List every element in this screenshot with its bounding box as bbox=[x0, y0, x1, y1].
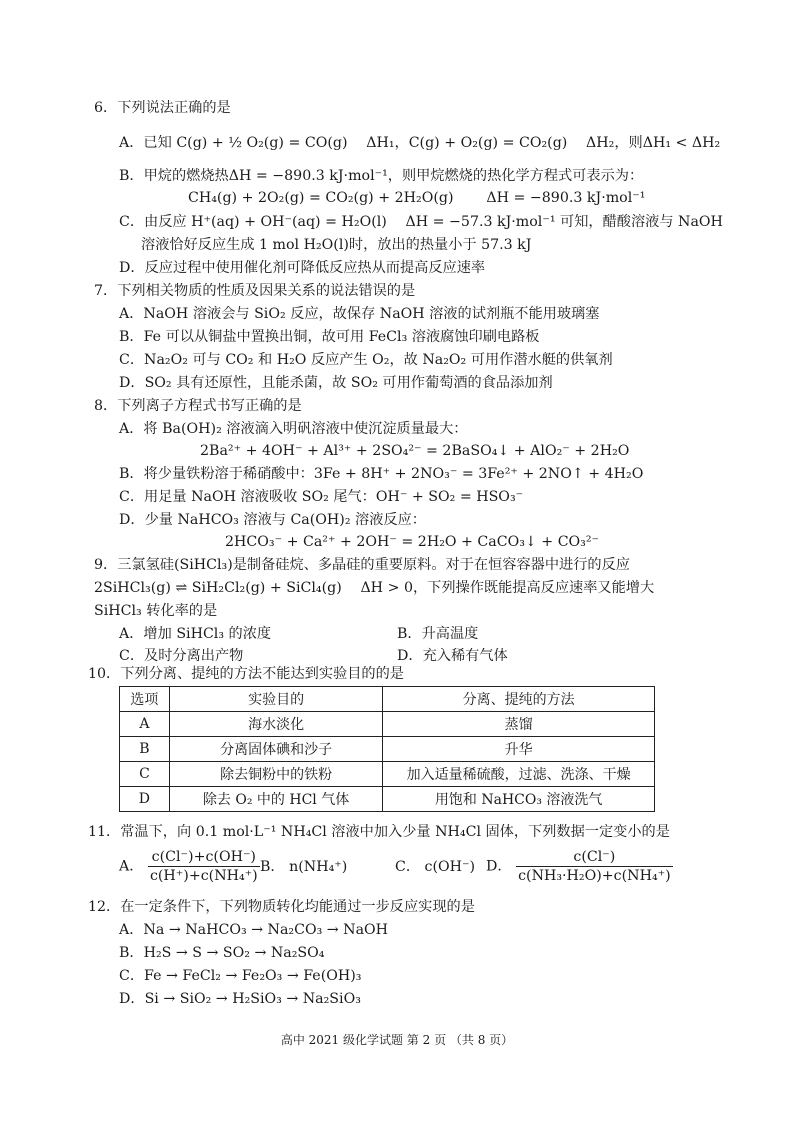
q8-option-d-line2: 2HCO₃⁻ + Ca²⁺ + 2OH⁻ = 2H₂O + CaCO₃↓ + CO₃²⁻ bbox=[225, 534, 600, 550]
q12-option-c: C．Fe → FeCl₂ → Fe₂O₃ → Fe(OH)₃ bbox=[119, 968, 362, 984]
q7-stem: 7．下列相关物质的性质及因果关系的说法错误的是 bbox=[94, 283, 416, 299]
q7-option-a: A．NaOH 溶液会与 SiO₂ 反应，故保存 NaOH 溶液的试剂瓶不能用玻璃塞 bbox=[119, 306, 600, 322]
q8-option-a-line1: A．将 Ba(OH)₂ 溶液滴入明矾溶液中使沉淀质量最大： bbox=[119, 421, 468, 437]
fraction-numerator: c(Cl⁻) bbox=[516, 848, 673, 867]
q6-option-b-line1: B．甲烷的燃烧热ΔH = −890.3 kJ·mol⁻¹，则甲烷燃烧的热化学方程式可表示为： bbox=[119, 168, 644, 184]
table-cell: 除去铜粉中的铁粉 bbox=[169, 762, 383, 787]
q9-option-d: D．充入稀有气体 bbox=[397, 648, 508, 664]
table-cell: 蒸馏 bbox=[383, 712, 655, 737]
q11-option-b: B． n(NH₄⁺) bbox=[260, 859, 348, 875]
q7-option-c: C．Na₂O₂ 可与 CO₂ 和 H₂O 反应产生 O₂，故 Na₂O₂ 可用作潜水艇的供氧剂 bbox=[119, 352, 613, 368]
q8-stem: 8．下列离子方程式书写正确的是 bbox=[94, 398, 302, 414]
table-row bbox=[120, 737, 655, 762]
q12-option-b: B．H₂S → S → SO₂ → Na₂SO₄ bbox=[119, 945, 325, 961]
q11-option-d-fraction bbox=[516, 848, 673, 885]
q12-stem: 12．在一定条件下，下列物质转化均能通过一步反应实现的是 bbox=[88, 899, 475, 915]
table-header: 分离、提纯的方法 bbox=[383, 687, 655, 712]
q11-option-a-fraction bbox=[148, 848, 260, 885]
table-cell: 加入适量稀硫酸，过滤、洗涤、干燥 bbox=[383, 762, 655, 787]
q11-option-a bbox=[119, 848, 260, 885]
table-row bbox=[120, 787, 655, 812]
q8-option-c: C．用足量 NaOH 溶液吸收 SO₂ 尾气：OH⁻ + SO₂ = HSO₃⁻ bbox=[119, 489, 524, 505]
q12-option-d: D．Si → SiO₂ → H₂SiO₃ → Na₂SiO₃ bbox=[119, 991, 361, 1007]
table-row bbox=[120, 762, 655, 787]
table-cell: A bbox=[120, 712, 170, 737]
q7-option-b: B．Fe 可以从铜盐中置换出铜，故可用 FeCl₃ 溶液腐蚀印刷电路板 bbox=[119, 329, 540, 345]
q9-option-b: B．升高温度 bbox=[397, 626, 479, 642]
table-header: 实验目的 bbox=[169, 687, 383, 712]
q6-option-c-line1: C．由反应 H⁺(aq) + OH⁻(aq) = H₂O(l) ΔH = −57.3 kJ·mol⁻¹ 可知，醋酸溶液与 NaOH bbox=[119, 214, 723, 230]
q8-option-b: B．将少量铁粉溶于稀硝酸中：3Fe + 8H⁺ + 2NO₃⁻ = 3Fe²⁺ + 2NO↑ + 4H₂O bbox=[119, 466, 644, 482]
q12-option-a: A．Na → NaHCO₃ → Na₂CO₃ → NaOH bbox=[119, 922, 389, 938]
q6-stem: 6．下列说法正确的是 bbox=[94, 100, 231, 116]
table-cell: 海水淡化 bbox=[169, 712, 383, 737]
q9-stem-line2: 2SiHCl₃(g) ⇌ SiH₂Cl₂(g) + SiCl₄(g) ΔH > 0，下列操作既能提高反应速率又能增大 bbox=[94, 580, 655, 596]
fraction-denominator: c(H⁺)+c(NH₄⁺) bbox=[149, 868, 258, 884]
table-header-row bbox=[120, 687, 655, 712]
q11-option-a-label: A． bbox=[119, 858, 144, 875]
fraction-numerator: c(Cl⁻)+c(OH⁻) bbox=[148, 848, 260, 867]
q11-stem: 11．常温下，向 0.1 mol·L⁻¹ NH₄Cl 溶液中加入少量 NH₄Cl 固体，下列数据一定变小的是 bbox=[88, 824, 670, 840]
q9-stem-line1: 9．三氯氢硅(SiHCl₃)是制备硅烷、多晶硅的重要原料。对于在恒容容器中进行的反应 bbox=[94, 557, 630, 573]
q11-option-d bbox=[486, 848, 673, 885]
q7-option-d: D．SO₂ 具有还原性，且能杀菌，故 SO₂ 可用作葡萄酒的食品添加剂 bbox=[119, 375, 553, 391]
table-cell: 分离固体碘和沙子 bbox=[169, 737, 383, 762]
table-header: 选项 bbox=[120, 687, 170, 712]
q6-option-b-line2: CH₄(g) + 2O₂(g) = CO₂(g) + 2H₂O(g) ΔH = −890.3 kJ·mol⁻¹ bbox=[188, 190, 646, 206]
table-row bbox=[120, 712, 655, 737]
q8-option-d-line1: D．少量 NaHCO₃ 溶液与 Ca(OH)₂ 溶液反应： bbox=[119, 512, 426, 528]
q11-option-c: C． c(OH⁻) bbox=[395, 859, 476, 875]
q6-option-d: D．反应过程中使用催化剂可降低反应热从而提高反应速率 bbox=[119, 260, 486, 276]
q9-stem-line3: SiHCl₃ 转化率的是 bbox=[94, 603, 218, 619]
q8-option-a-line2: 2Ba²⁺ + 4OH⁻ + Al³⁺ + 2SO₄²⁻ = 2BaSO₄↓ + AlO₂⁻ + 2H₂O bbox=[200, 443, 630, 459]
table-cell: D bbox=[120, 787, 170, 812]
q6-option-a: A．已知 C(g) + ½ O₂(g) = CO(g) ΔH₁，C(g) + O₂(g) = CO₂(g) ΔH₂，则ΔH₁ < ΔH₂ bbox=[119, 135, 721, 151]
fraction-denominator: c(NH₃·H₂O)+c(NH₄⁺) bbox=[518, 868, 671, 884]
table-cell: 升华 bbox=[383, 737, 655, 762]
table-cell: C bbox=[120, 762, 170, 787]
q10-table bbox=[119, 686, 655, 812]
table-cell: 除去 O₂ 中的 HCl 气体 bbox=[169, 787, 383, 812]
table-cell: B bbox=[120, 737, 170, 762]
q11-option-d-label: D． bbox=[486, 858, 512, 875]
table-cell: 用饱和 NaHCO₃ 溶液洗气 bbox=[383, 787, 655, 812]
q10-stem: 10．下列分离、提纯的方法不能达到实验目的的是 bbox=[88, 666, 404, 682]
page-footer: 高中 2021 级化学试题 第 2 页 （共 8 页） bbox=[280, 1033, 514, 1047]
q9-option-a: A．增加 SiHCl₃ 的浓度 bbox=[119, 626, 272, 642]
q6-option-c-line2: 溶液恰好反应生成 1 mol H₂O(l)时，放出的热量小于 57.3 kJ bbox=[141, 237, 532, 253]
q9-option-c: C．及时分离出产物 bbox=[119, 648, 244, 664]
